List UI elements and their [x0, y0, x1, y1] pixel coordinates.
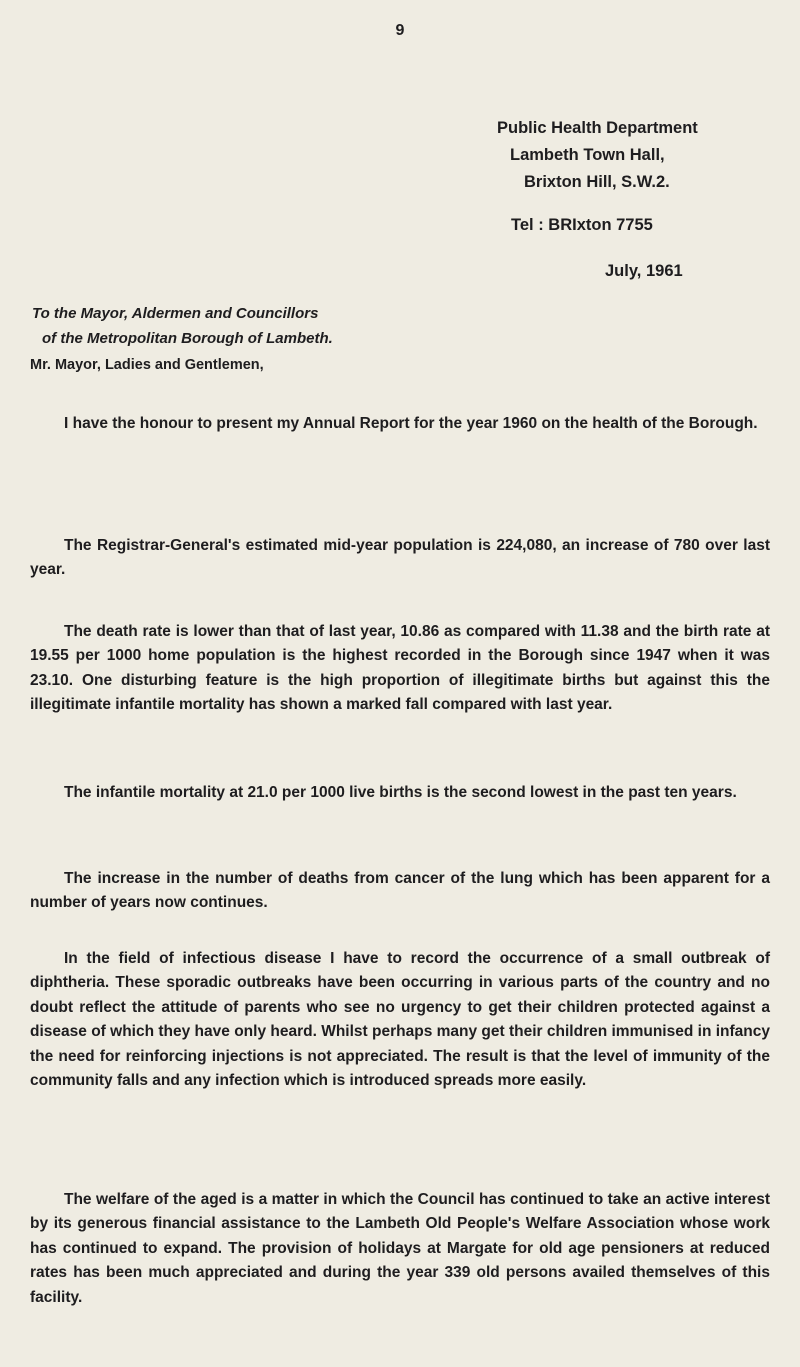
salutation: Mr. Mayor, Ladies and Gentlemen, — [30, 357, 264, 373]
addressee-line-2: of the Metropolitan Borough of Lambeth. — [42, 330, 333, 347]
paragraph-infectious-disease: In the field of infectious disease I have to record the occurrence of a small outbreak of diphtheria. These sporadic outbreaks have been occurring in various parts of the country and no doubt reflect the attitude of parents who see no urgency to get their children protected against a disease of which they have only heard. Whilst perhaps many get their children immunised in infancy the need for reinforcing injections is not appreciated. The result is that the level of immunity of the community falls and any infection which is introduced spreads more easily. — [30, 949, 770, 1089]
addressee-line-1: To the Mayor, Aldermen and Councillors — [32, 305, 319, 322]
telephone-number: Tel : BRIxton 7755 — [511, 216, 653, 234]
addressee — [32, 301, 333, 351]
address-department: Public Health Department — [497, 119, 698, 137]
paragraph-death-birth-rates: The death rate is lower than that of last year, 10.86 as compared with 11.38 and the birth rate at 19.55 per 1000 home population is the highest recorded in the Borough since 1947 when it was 23.10. One disturbing feature is the high proportion of illegitimate births but against this the illegitimate infantile mortality has shown a marked fall compared with last year. — [30, 622, 770, 713]
paragraph-infantile-mortality: The infantile mortality at 21.0 per 1000 live births is the second lowest in the past ten years. — [64, 783, 737, 801]
sender-address — [497, 115, 698, 196]
address-building: Lambeth Town Hall, — [510, 146, 665, 164]
letter-date: July, 1961 — [605, 262, 683, 280]
page-number: 9 — [395, 22, 405, 39]
paragraph-annual-report: I have the honour to present my Annual Report for the year 1960 on the health of the Borough. — [64, 414, 758, 432]
paragraph-lung-cancer: The increase in the number of deaths from cancer of the lung which has been apparent for a number of years now continues. — [30, 869, 770, 911]
paragraph-population: The Registrar-General's estimated mid-year population is 224,080, an increase of 780 over last year. — [30, 536, 770, 578]
address-street: Brixton Hill, S.W.2. — [524, 173, 670, 191]
paragraph-welfare-aged: The welfare of the aged is a matter in which the Council has continued to take an active interest by its generous financial assistance to the Lambeth Old People's Welfare Association whose work has continued to expand. The provision of holidays at Margate for old age pensioners at reduced rates has been much appreciated and during the year 339 old persons availed themselves of this facility. — [30, 1190, 770, 1306]
